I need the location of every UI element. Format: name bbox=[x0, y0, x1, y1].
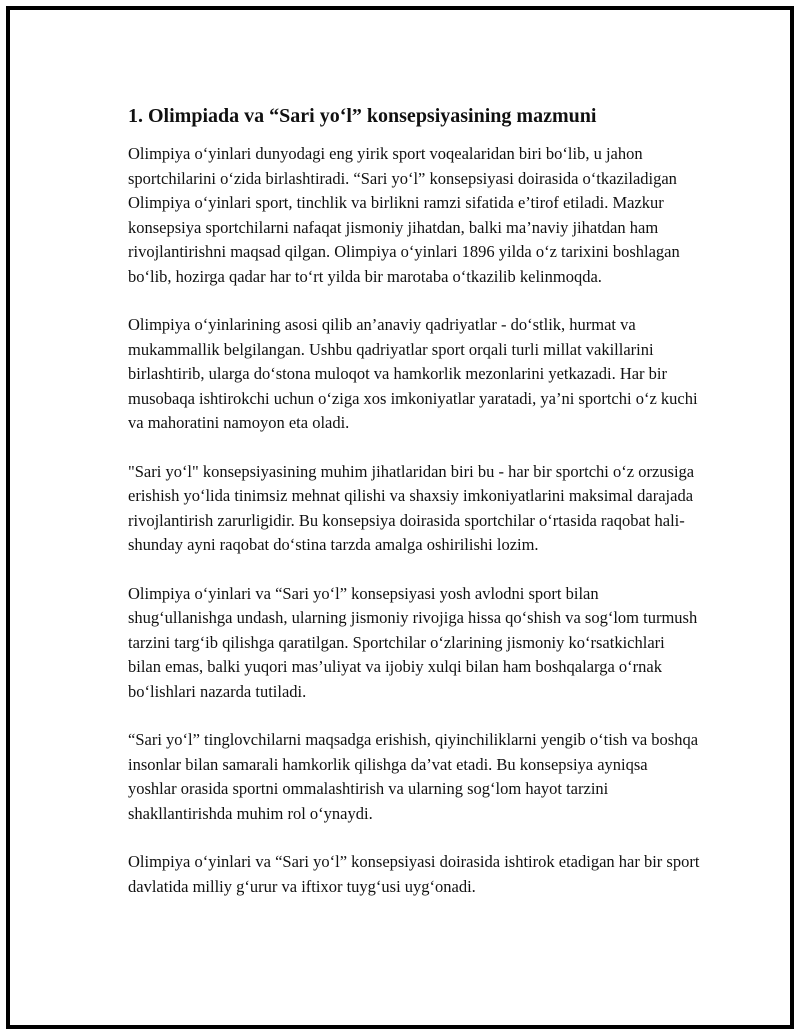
page-frame bbox=[6, 6, 794, 1029]
paragraph-6: Olimpiya o‘yinlari va “Sari yo‘l” konsepsiyasi doirasida ishtirok etadigan har bir sport davlatida milliy g‘urur va iftixor tuyg‘usi uyg‘onadi. bbox=[128, 852, 700, 896]
paragraph-5: “Sari yo‘l” tinglovchilarni maqsadga erishish, qiyinchiliklarni yengib o‘tish va boshqa insonlar bilan samarali hamkorlik qilishga da’vat etadi. Bu konsepsiya ayniqsa yoshlar orasida sportni ommalashtirish va ularning sog‘lom hayot tarzini shakllantirishda muhim rol o‘ynaydi. bbox=[128, 730, 699, 823]
paragraph-3: "Sari yo‘l" konsepsiyasining muhim jihatlaridan biri bu - har bir sportchi o‘z orzusiga erishish yo‘lida tinimsiz mehnat qilishi va shaxsiy imkoniyatlarini maksimal darajada rivojlantirish zarurligidir. Bu konsepsiya doirasida sportchilar o‘rtasida raqobat hali-shunday ayni raqobat do‘stina tarzda amalga oshirilishi lozim. bbox=[128, 461, 695, 554]
section-heading: 1. Olimpiada va “Sari yo‘l” konsepsiyasining mazmuni bbox=[128, 105, 597, 127]
paragraph-1: Olimpiya o‘yinlari dunyodagi eng yirik sport voqealaridan biri bo‘lib, u jahon sportchilarini o‘zida birlashtiradi. “Sari yo‘l” konsepsiyasi doirasida o‘tkaziladigan Olimpiya o‘yinlari sport, tinchlik va birlikni ramzi sifatida e’tirof etiladi. Mazkur konsepsiya sportchilarni nafaqat jismoniy jihatdan, balki ma’naviy jihatdan ham rivojlantirishni maqsad qilgan. Olimpiya o‘yinlari 1896 yilda o‘z tarixini boshlagan bo‘lib, hozirga qadar har to‘rt yilda bir marotaba o‘tkazilib kelinmoqda. bbox=[128, 144, 680, 286]
paragraph-4: Olimpiya o‘yinlari va “Sari yo‘l” konsepsiyasi yosh avlodni sport bilan shug‘ullanishga undash, ularning jismoniy rivojiga hissa qo‘shish va sog‘lom turmush tarzini targ‘ib qilishga qaratilgan. Sportchilar o‘zlarining jismoniy ko‘rsatkichlari bilan emas, balki yuqori mas’uliyat va ijobiy xulqi bilan ham boshqalarga o‘rnak bo‘lishlari nazarda tutiladi. bbox=[128, 583, 698, 701]
document-body bbox=[128, 102, 700, 923]
paragraph-2: Olimpiya o‘yinlarining asosi qilib an’anaviy qadriyatlar - do‘stlik, hurmat va mukammallik belgilangan. Ushbu qadriyatlar sport orqali turli millat vakillarini birlashtirib, ularga do‘stona muloqot va hamkorlik mezonlarini yetkazadi. Har bir musobaqa ishtirokchi uchun o‘ziga xos imkoniyatlar yaratadi, ya’ni sportchi o‘z kuchi va mahoratini namoyon eta oladi. bbox=[128, 315, 698, 432]
